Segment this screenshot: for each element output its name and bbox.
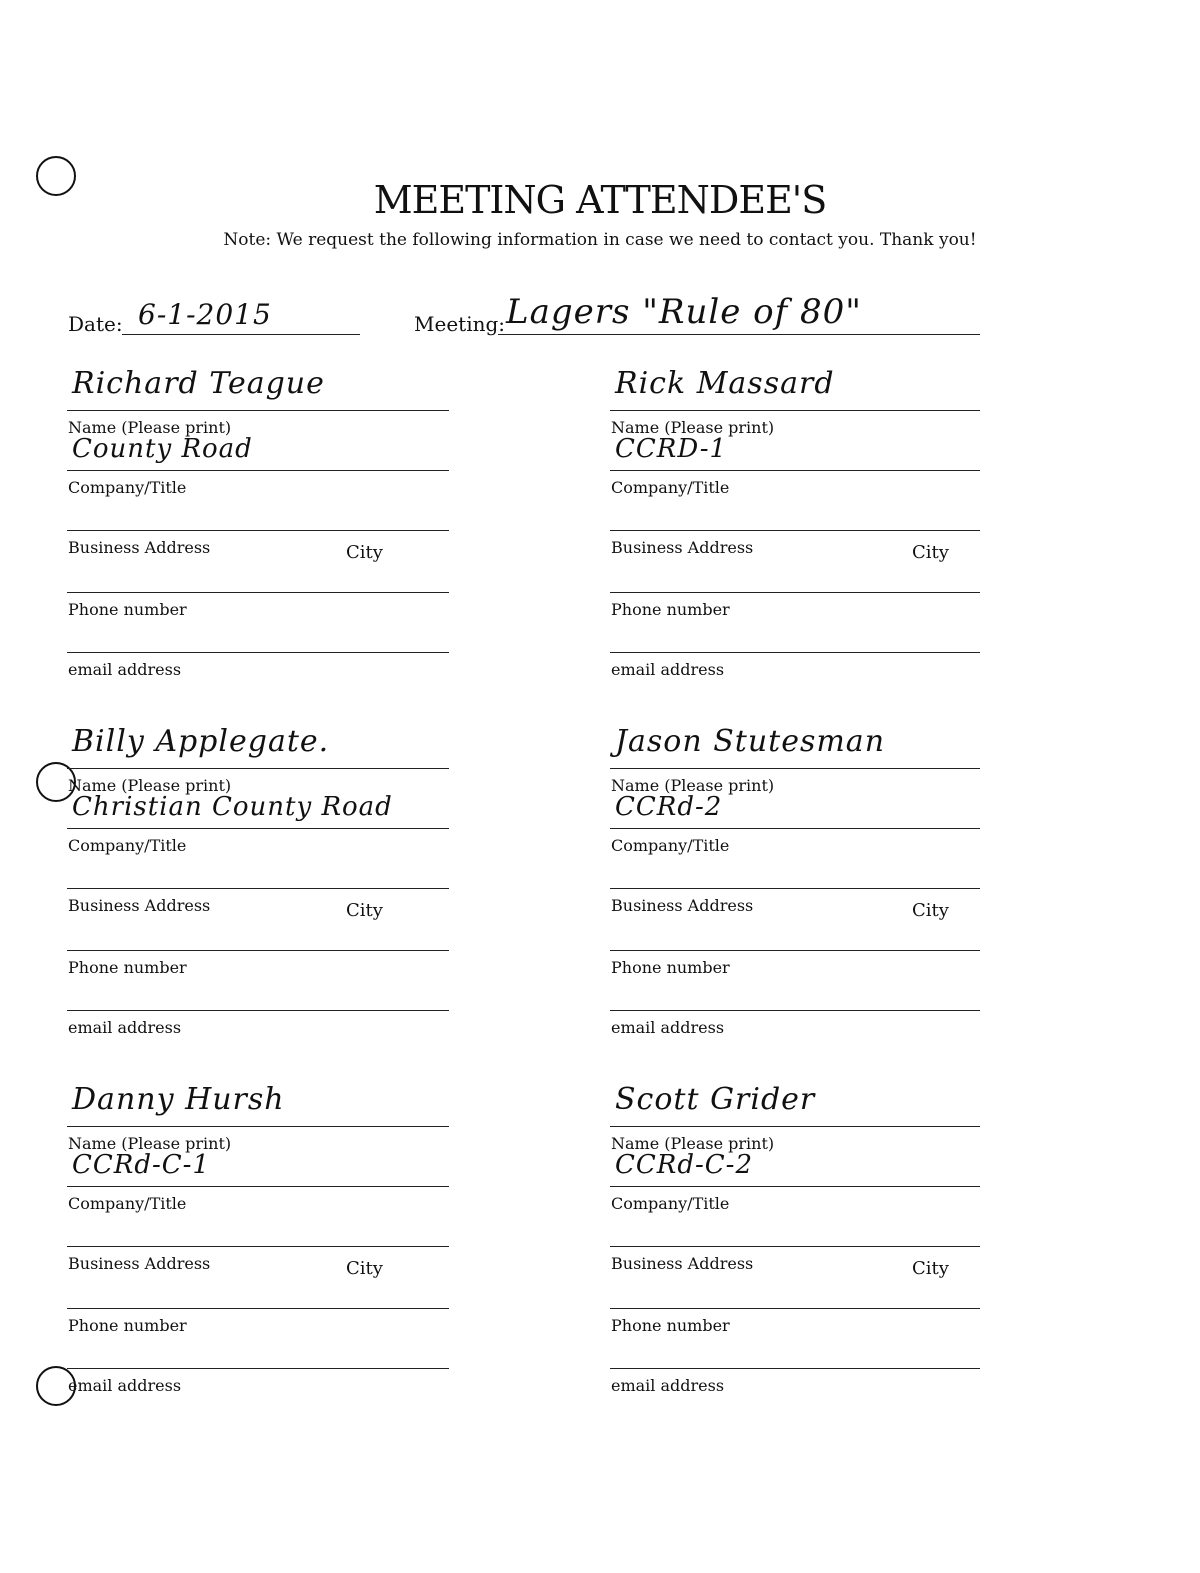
email-label: email address — [68, 1018, 182, 1037]
email-label: email address — [68, 1376, 182, 1395]
business_address-line — [610, 888, 980, 889]
company-label: Company/Title — [68, 1194, 187, 1213]
business_address-label: Business Address — [611, 1254, 754, 1273]
city-label: City — [912, 542, 949, 563]
name-line — [610, 410, 980, 411]
company-line — [610, 470, 980, 471]
email-line — [610, 1368, 980, 1369]
city-label: City — [346, 900, 383, 921]
attendee-name-value[interactable]: Scott Grider — [615, 1082, 816, 1117]
phone-line — [610, 950, 980, 951]
company-label: Company/Title — [611, 836, 730, 855]
name-line — [610, 768, 980, 769]
business_address-line — [67, 530, 449, 531]
attendee-name-value[interactable]: Danny Hursh — [72, 1082, 285, 1117]
phone-line — [67, 592, 449, 593]
attendee-company-value[interactable]: CCRd-C-2 — [615, 1150, 754, 1180]
email-label: email address — [611, 660, 725, 679]
phone-label: Phone number — [68, 958, 187, 977]
phone-line — [67, 1308, 449, 1309]
email-label: email address — [611, 1018, 725, 1037]
phone-label: Phone number — [611, 958, 730, 977]
email-line — [610, 652, 980, 653]
phone-label: Phone number — [68, 600, 187, 619]
phone-label: Phone number — [611, 600, 730, 619]
email-line — [610, 1010, 980, 1011]
email-line — [67, 1010, 449, 1011]
business_address-label: Business Address — [611, 538, 754, 557]
name-line — [67, 410, 449, 411]
name-line — [67, 1126, 449, 1127]
phone-label: Phone number — [611, 1316, 730, 1335]
attendee-company-value[interactable]: CCRd-C-1 — [72, 1150, 211, 1180]
attendee-name-value[interactable]: Jason Stutesman — [615, 724, 886, 759]
meeting-line — [498, 334, 980, 335]
company-line — [67, 828, 449, 829]
company-label: Company/Title — [611, 478, 730, 497]
business_address-line — [610, 530, 980, 531]
attendee-name-value[interactable]: Billy Applegate. — [72, 724, 330, 759]
company-label: Company/Title — [68, 478, 187, 497]
name-label: Name (Please print) — [68, 1134, 232, 1153]
company-line — [610, 828, 980, 829]
company-label: Company/Title — [611, 1194, 730, 1213]
name-label: Name (Please print) — [611, 418, 775, 437]
name-line — [67, 768, 449, 769]
business_address-label: Business Address — [611, 896, 754, 915]
name-line — [610, 1126, 980, 1127]
attendee-company-value[interactable]: County Road — [72, 434, 253, 464]
business_address-label: Business Address — [68, 1254, 211, 1273]
date-value[interactable]: 6-1-2015 — [138, 298, 272, 331]
business_address-line — [67, 888, 449, 889]
city-label: City — [912, 900, 949, 921]
email-line — [67, 1368, 449, 1369]
date-line — [122, 334, 360, 335]
phone-label: Phone number — [68, 1316, 187, 1335]
company-label: Company/Title — [68, 836, 187, 855]
contact-note: Note: We request the following information in case we need to contact you. Thank you! — [223, 230, 977, 250]
business_address-label: Business Address — [68, 538, 211, 557]
attendee-company-value[interactable]: CCRd-2 — [615, 792, 723, 822]
email-label: email address — [68, 660, 182, 679]
name-label: Name (Please print) — [611, 1134, 775, 1153]
attendee-name-value[interactable]: Richard Teague — [72, 366, 325, 401]
page-title: MEETING ATTENDEE'S — [373, 178, 827, 222]
email-label: email address — [611, 1376, 725, 1395]
attendee-name-value[interactable]: Rick Massard — [615, 366, 835, 401]
company-line — [610, 1186, 980, 1187]
business_address-label: Business Address — [68, 896, 211, 915]
name-label: Name (Please print) — [611, 776, 775, 795]
phone-line — [67, 950, 449, 951]
company-line — [67, 1186, 449, 1187]
business_address-line — [610, 1246, 980, 1247]
name-label: Name (Please print) — [68, 418, 232, 437]
date-label: Date: — [68, 312, 123, 336]
city-label: City — [346, 542, 383, 563]
meeting-label: Meeting: — [414, 312, 506, 336]
phone-line — [610, 1308, 980, 1309]
city-label: City — [912, 1258, 949, 1279]
business_address-line — [67, 1246, 449, 1247]
meeting-value[interactable]: Lagers "Rule of 80" — [506, 292, 862, 332]
attendee-company-value[interactable]: Christian County Road — [72, 792, 393, 822]
email-line — [67, 652, 449, 653]
attendee-company-value[interactable]: CCRD-1 — [615, 434, 728, 464]
name-label: Name (Please print) — [68, 776, 232, 795]
phone-line — [610, 592, 980, 593]
city-label: City — [346, 1258, 383, 1279]
company-line — [67, 470, 449, 471]
